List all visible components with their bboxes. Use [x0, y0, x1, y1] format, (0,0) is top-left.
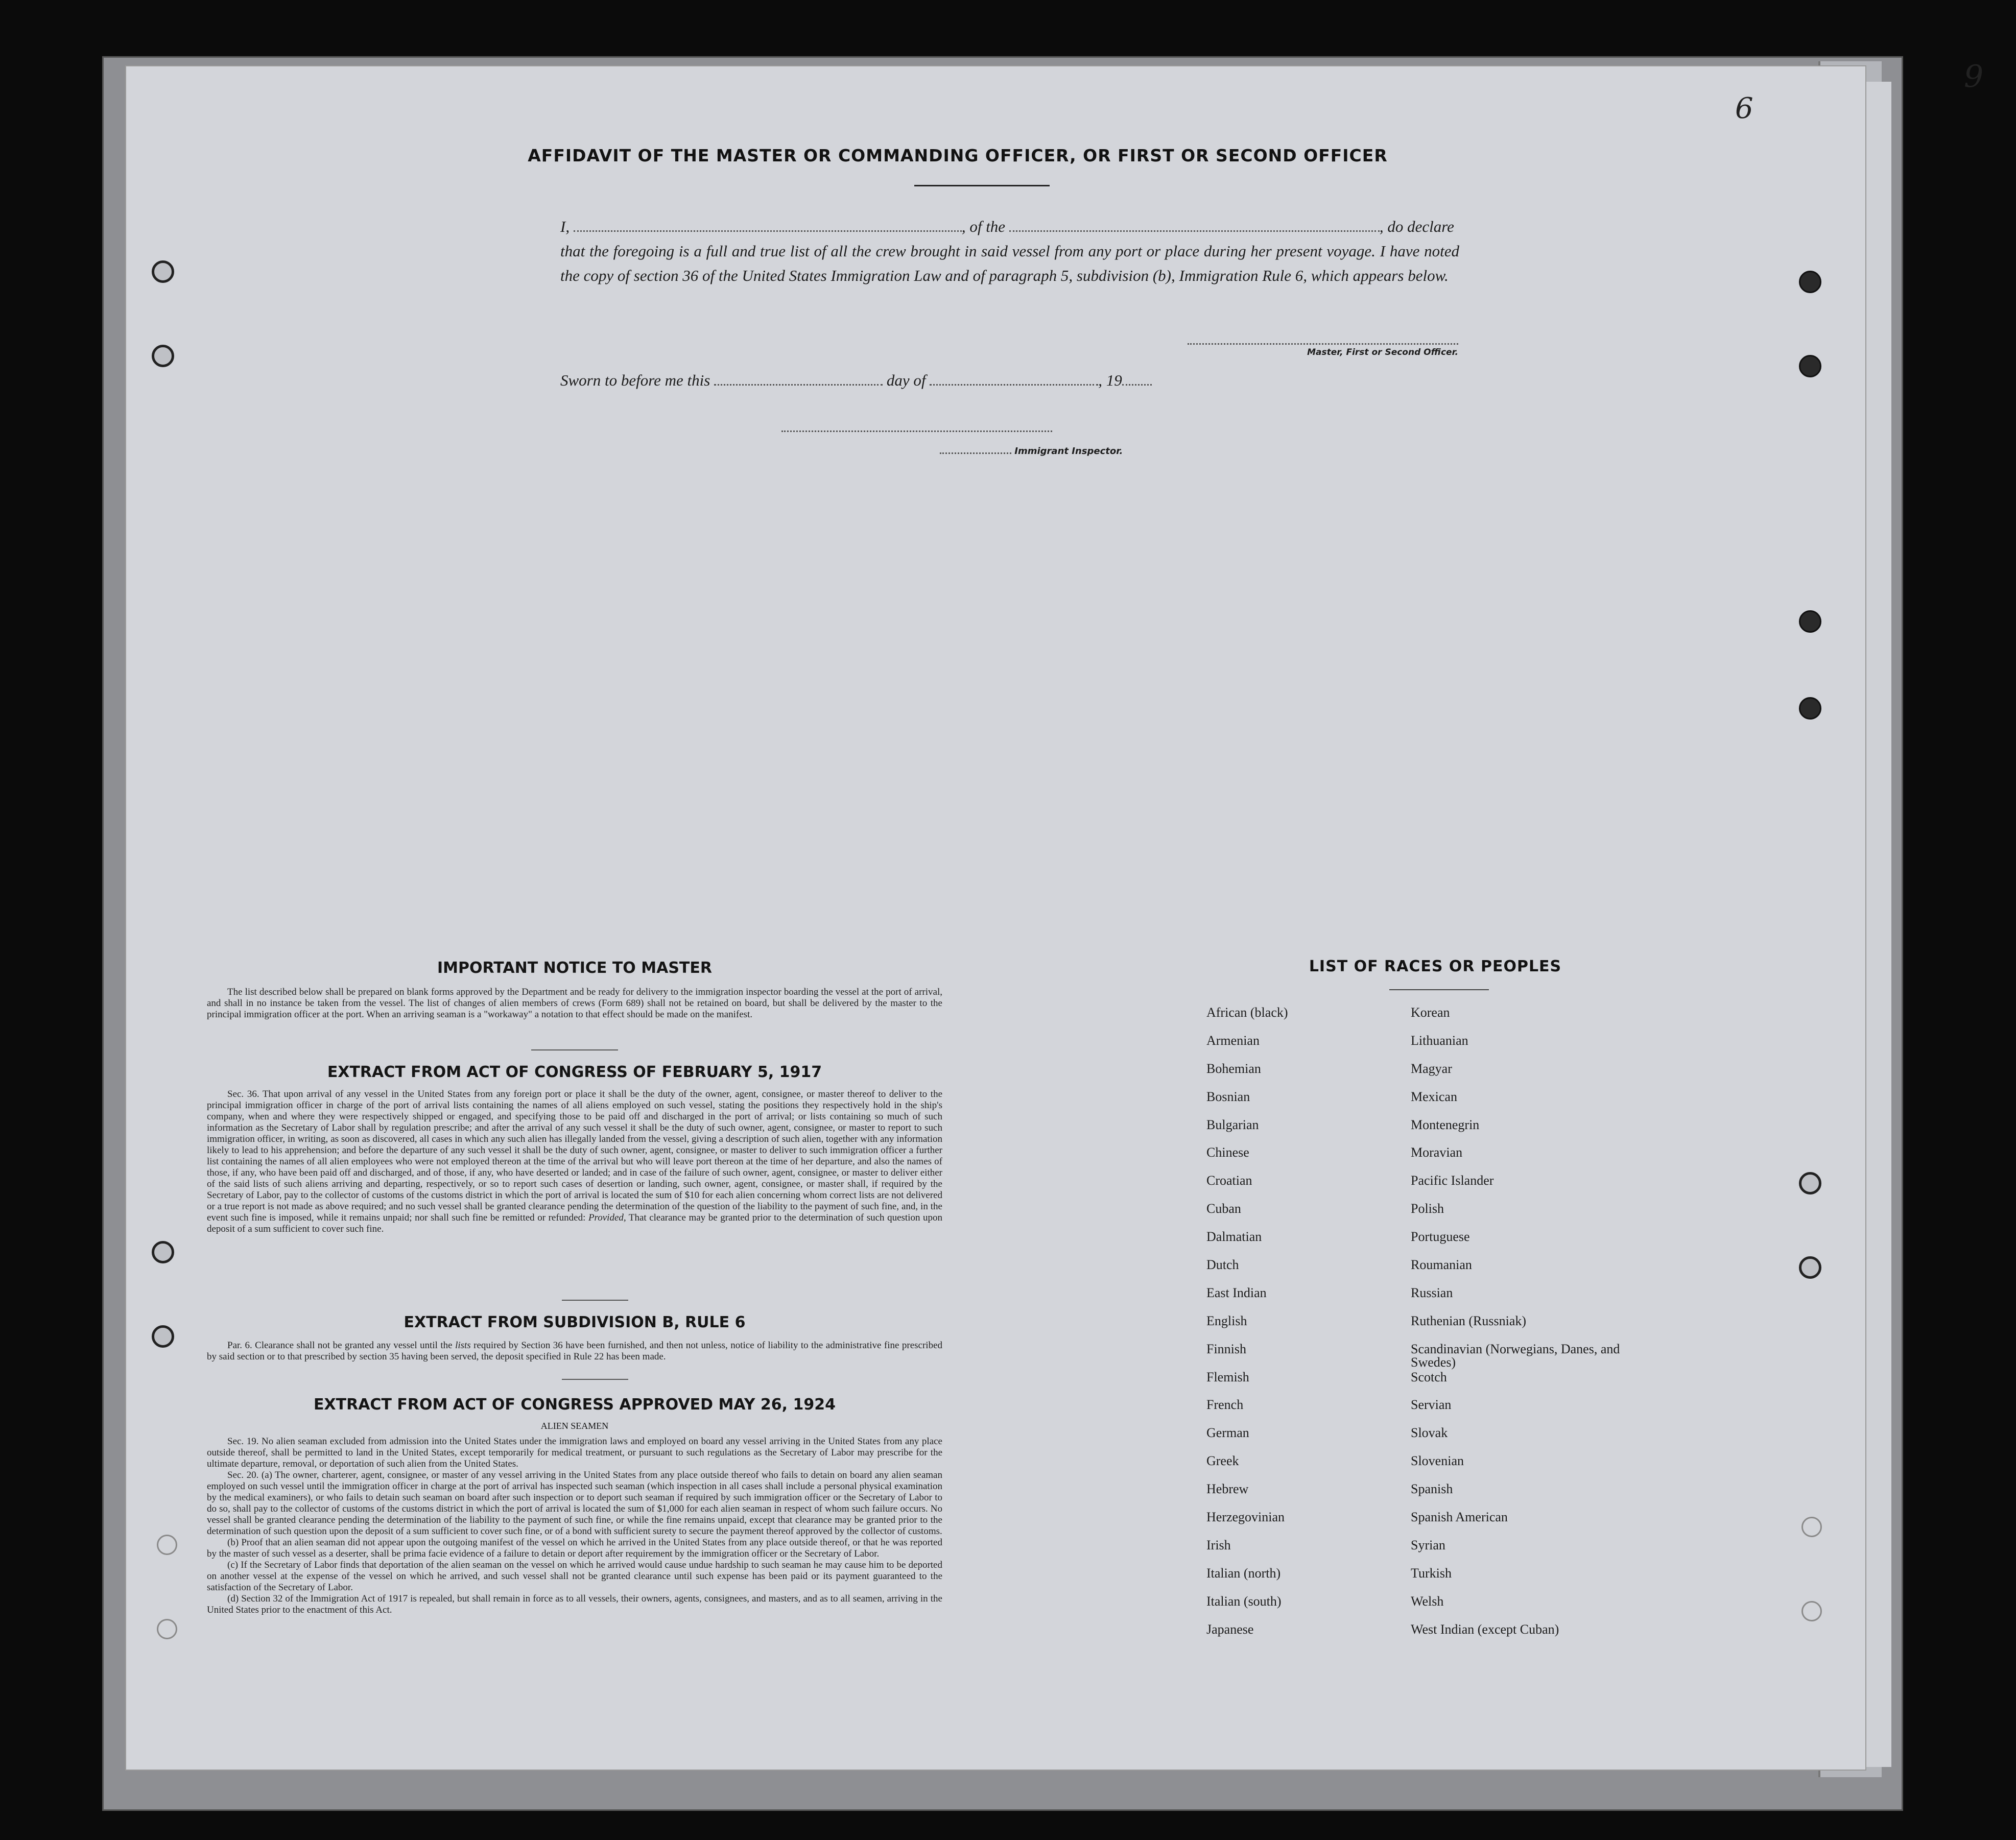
races-column-2	[1411, 1006, 1625, 1651]
race-item: Moravian	[1411, 1145, 1463, 1160]
signature-label: Master, First or Second Officer.	[1307, 347, 1458, 357]
race-item: Mexican	[1411, 1089, 1457, 1104]
sworn-day-label: day of	[886, 371, 926, 389]
section-rule	[562, 1300, 628, 1301]
punch-hole	[152, 260, 174, 283]
punch-hole	[152, 345, 174, 367]
race-item: Servian	[1411, 1397, 1452, 1413]
punch-hole	[1799, 1256, 1821, 1279]
race-item: Bosnian	[1206, 1089, 1250, 1104]
races-title: LIST OF RACES OR PEOPLES	[1309, 958, 1562, 975]
race-item: East Indian	[1206, 1285, 1267, 1300]
race-item: Slovenian	[1411, 1453, 1464, 1469]
race-item: Greek	[1206, 1453, 1239, 1469]
race-item: Japanese	[1206, 1621, 1254, 1637]
do-declare-label: , do declare	[1379, 218, 1454, 235]
day-blank	[714, 384, 883, 386]
punch-hole	[157, 1535, 177, 1555]
extract-1924-text	[207, 1436, 942, 1616]
race-item: Slovak	[1411, 1425, 1448, 1441]
races-column-1	[1206, 1006, 1390, 1651]
punch-hole	[1799, 271, 1821, 293]
race-item: Russian	[1411, 1285, 1453, 1300]
year-blank	[1122, 384, 1152, 386]
race-item: Montenegrin	[1411, 1117, 1480, 1132]
proviso-word: Provided,	[588, 1212, 626, 1223]
race-item: Italian (south)	[1206, 1593, 1282, 1609]
extract-rule6-title: EXTRACT FROM SUBDIVISION B, RULE 6	[404, 1313, 746, 1331]
race-item: Bulgarian	[1206, 1117, 1259, 1132]
race-item: Herzegovinian	[1206, 1510, 1285, 1525]
race-item: Korean	[1411, 1005, 1450, 1020]
punch-hole	[1801, 1517, 1822, 1537]
punch-hole	[1799, 697, 1821, 720]
race-item: Flemish	[1206, 1369, 1249, 1384]
race-item: Lithuanian	[1411, 1033, 1468, 1048]
declarant-prefix: I,	[560, 218, 570, 235]
notice-title: IMPORTANT NOTICE TO MASTER	[437, 959, 712, 977]
extract-rule6-text	[207, 1340, 942, 1363]
punch-hole	[1801, 1601, 1822, 1621]
affidavit-title: AFFIDAVIT OF THE MASTER OR COMMANDING OFFICER, OR FIRST OR SECOND OFFICER	[528, 146, 1388, 165]
extract-1917-title: EXTRACT FROM ACT OF CONGRESS OF FEBRUARY 5, 1917	[327, 1063, 822, 1081]
notice-paragraph: The list described below shall be prepared on blank forms approved by the Department and be ready for delivery to the immigration inspector boarding the vessel at the port of arrival, and shall in no instance be taken from the vessel. The list of changes of alien members of crews (Form 689) shall not be retained on board, but shall be delivered by the master to the principal immigration officer at the port. When an arriving seaman is a "workaway" a notation to that effect should be made on the manifest.	[207, 987, 942, 1020]
race-item: Dutch	[1206, 1257, 1239, 1273]
punch-hole	[152, 1241, 174, 1263]
notice-text	[207, 987, 942, 1020]
sworn-prefix: Sworn to before me this	[560, 371, 710, 389]
sec-20a-paragraph: Sec. 20. (a) The owner, charterer, agent, consignee, or master of any vessel arriving in the United States from any place outside thereof who fails to detain on board any alien seaman employed on such vessel until the immigration officer in charge at the port of arrival has inspected such seaman (which inspection in all cases shall include a personal physical examination by the medical examiners), or who fails to detain such seaman on board after such inspection or to deport such seaman if required by such immigration officer or the Secretary of Labor to do so, shall pay to the collector of customs of the customs district in which the port of arrival is located the sum of $1,000 for each alien seaman in respect of whom such failure occurs. No vessel shall be granted clearance pending the determination of the liability to the payment of such fine, or while the fine remains unpaid, except that clearance may be granted prior to the determination of such question upon the deposit of a sum sufficient to cover such fine, or of a bond with sufficient surety to secure the payment thereof approved by the collector of customs.	[207, 1470, 942, 1537]
race-item: German	[1206, 1425, 1249, 1441]
race-item: Scotch	[1411, 1369, 1447, 1384]
sworn-year-label: , 19	[1098, 371, 1122, 389]
punch-hole	[1799, 610, 1821, 633]
page-number-mark: 6	[1735, 92, 1753, 125]
punch-hole	[152, 1325, 174, 1348]
race-item: Croatian	[1206, 1173, 1252, 1188]
extract-1917-body: Sec. 36. That upon arrival of any vessel in the United States from any foreign port or place it shall be the duty of the owner, agent, consignee, or master thereof to deliver to the principal immigration officer in charge of the port of arrival lists containing the names of all aliens employed on such vessel, stating the positions they respectively hold in the ship's company, when and where they were respectively shipped or engaged, and specifying those to be paid off and discharged in the port of arrival; or lists containing so much of such information as the Secretary of Labor shall by regulation prescribe; and after the arrival of any such vessel it shall be the duty of such owner, agent, consignee, or master to report to such immigration officer, in writing, as soon as discovered, all cases in which any such alien has illegally landed from the vessel, giving a description of such alien, together with any information likely to lead to his apprehension; and before the departure of any such vessel it shall be the duty of such owner, agent, consignee, or master to deliver to such immigration officer a further list containing the names of all alien employees who were not employed thereon at the time of the arrival but who will leave port thereon at the time of her departure, and also the names of those, if any, who have been paid off and discharged, and of those, if any, who have deserted or landed; and in case of the failure of such owner, agent, consignee, or master to deliver either of the said lists of such aliens arriving and departing, respectively, or so to report such cases of desertion or landing, such owner, agent, consignee, or master shall, if required by the Secretary of Labor, pay to the collector of customs of the customs district in which the port of arrival is located the sum of $10 for each alien concerning whom correct lists are not delivered or a true report is not made as above required; and no such vessel shall be granted clearance pending the determination of the question of the liability to the payment of such fine, and, in the event such fine is imposed, while it remains unpaid; nor shall such fine be remitted or refunded:	[207, 1089, 942, 1223]
name-blank	[574, 230, 962, 232]
corner-number-mark: 9	[1964, 59, 1984, 94]
affidavit-body: that the foregoing is a full and true list of all the crew brought in said vessel from any port or place during her present voyage. I have noted the copy of section 36 of the United States Immigration Law and of paragraph 5, subdivision (b), Immigration Rule 6, which appears below.	[560, 242, 1459, 284]
race-item: Chinese	[1206, 1145, 1249, 1160]
vessel-blank	[1009, 230, 1380, 232]
race-item: Hebrew	[1206, 1481, 1249, 1497]
inspector-label-text: Immigrant Inspector.	[1014, 446, 1123, 457]
sec-19-paragraph: Sec. 19. No alien seaman excluded from admission into the United States under the immigration laws and employed on board any vessel arriving in the United States from any place outside thereof, shall be permitted to land in the United States, except temporarily for medical treatment, or pursuant to such regulations as the Secretary of Labor may prescribe for the ultimate departure, removal, or deportation of such alien from the United States.	[207, 1436, 942, 1469]
race-item: Pacific Islander	[1411, 1173, 1494, 1188]
punch-hole	[1799, 1172, 1821, 1194]
inspector-label	[940, 446, 1123, 457]
races-rule	[1389, 989, 1489, 990]
race-item: Portuguese	[1411, 1229, 1470, 1245]
inspector-signature-line	[781, 431, 1052, 432]
title-rule	[914, 185, 1050, 186]
race-item: Finnish	[1206, 1341, 1247, 1356]
race-item: Magyar	[1411, 1061, 1452, 1076]
race-item: Cuban	[1206, 1201, 1241, 1216]
alien-seamen-subtitle: ALIEN SEAMEN	[540, 1421, 609, 1431]
section-rule	[562, 1379, 628, 1380]
race-item: Polish	[1411, 1201, 1444, 1216]
race-item: Irish	[1206, 1537, 1231, 1552]
proviso-rest: That clearance may be granted prior to the determination of such question upon deposit of a sum sufficient to cover such fine.	[207, 1212, 942, 1234]
rule6-text-a: Par. 6. Clearance shall not be granted any vessel until the	[227, 1340, 453, 1351]
race-item: Italian (north)	[1206, 1565, 1281, 1581]
race-item: Scandinavian (Norwegians, Danes, and Swedes)	[1411, 1341, 1620, 1370]
signature-line	[1188, 343, 1458, 345]
affidavit-declaration	[560, 214, 1459, 288]
extract-1917-text	[207, 1089, 942, 1235]
section-rule	[531, 1049, 618, 1050]
punch-hole	[1799, 355, 1821, 377]
race-item: Bohemian	[1206, 1061, 1261, 1076]
race-item: Ruthenian (Russniak)	[1411, 1313, 1527, 1328]
sworn-statement	[560, 371, 1152, 390]
race-item: African (black)	[1206, 1005, 1288, 1020]
of-the-label: , of the	[961, 218, 1006, 235]
race-item: Welsh	[1411, 1593, 1444, 1609]
race-item: Roumanian	[1411, 1257, 1472, 1273]
rule6-text-b: required by Section 36 have been furnished, and then not unless, notice of liability to the administrative fine prescribed by said section or to that prescribed by section 35 having been served, the deposit specified in Rule 22 has been made.	[207, 1340, 943, 1362]
inspector-blank	[940, 452, 1011, 454]
sec-20c-paragraph: (c) If the Secretary of Labor finds that deportation of the alien seaman on the vessel on which he arrived would cause undue hardship to such seaman he may cause him to be deported on another vessel at the expense of the vessel on which he arrived, and such vessel shall not be granted clearance until such expense has been paid or its payment guaranteed to the satisfaction of the Secretary of Labor.	[207, 1560, 942, 1593]
race-item: Syrian	[1411, 1537, 1445, 1552]
race-item: French	[1206, 1397, 1244, 1413]
race-item: Dalmatian	[1206, 1229, 1262, 1245]
sec-20b-paragraph: (b) Proof that an alien seaman did not appear upon the outgoing manifest of the vessel on which he arrived in the United States from any place outside thereof, or that he was reported by the master of such vessel as a deserter, shall be prima facie evidence of a failure to detain or deport after requirement by the immigration officer or the Secretary of Labor.	[207, 1537, 942, 1559]
punch-hole	[157, 1619, 177, 1639]
race-item: Armenian	[1206, 1033, 1260, 1048]
extract-1924-title: EXTRACT FROM ACT OF CONGRESS APPROVED MAY 26, 1924	[314, 1396, 836, 1414]
sec-20d-paragraph: (d) Section 32 of the Immigration Act of 1917 is repealed, but shall remain in force as to all vessels, their owners, agents, consignees, and masters, and as to all seamen, arriving in the United States prior to the enactment of this Act.	[207, 1593, 942, 1615]
race-item: West Indian (except Cuban)	[1411, 1621, 1559, 1637]
race-item: Turkish	[1411, 1565, 1452, 1581]
race-item: English	[1206, 1313, 1247, 1328]
race-item: Spanish	[1411, 1481, 1453, 1497]
race-item: Spanish American	[1411, 1510, 1508, 1525]
month-blank	[930, 384, 1098, 386]
rule6-lists-word: lists	[455, 1340, 471, 1351]
